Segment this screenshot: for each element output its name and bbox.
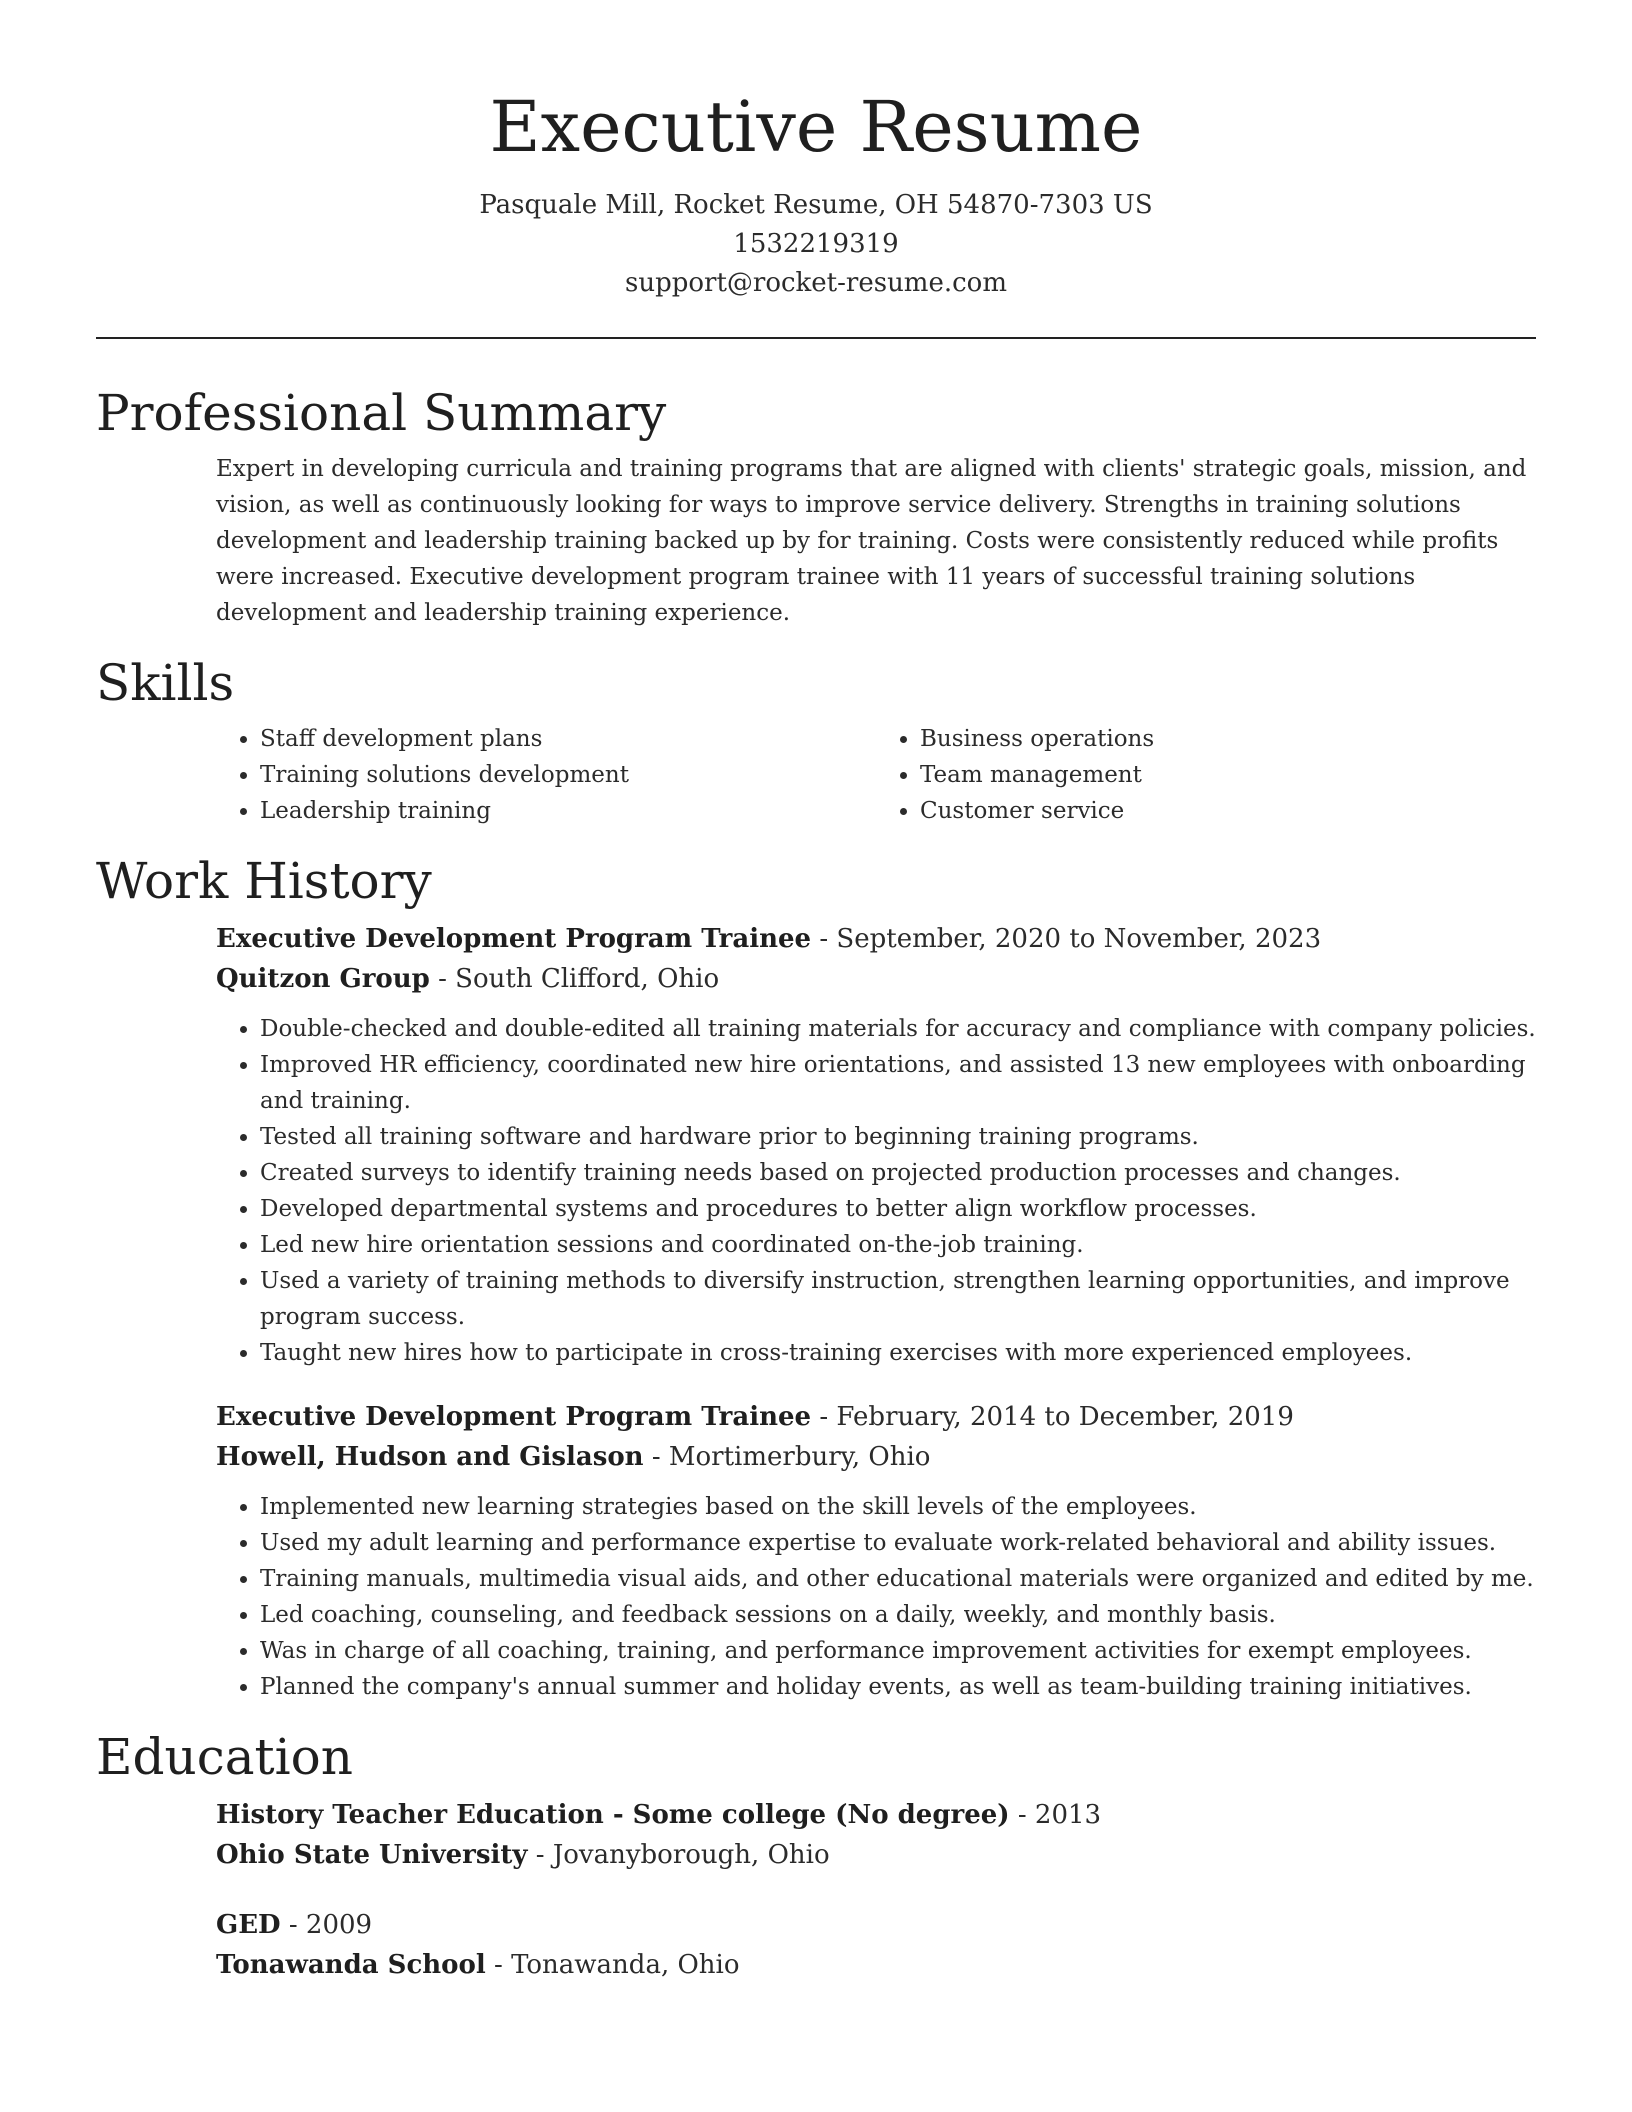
section-title-work-history: Work History <box>96 852 432 910</box>
job-location: Mortimerbury, Ohio <box>668 1442 931 1472</box>
job-entry <box>216 1397 1536 1705</box>
contact-address: Pasquale Mill, Rocket Resume, OH 54870-7303 US <box>479 190 1153 220</box>
education-school: Tonawanda School <box>216 1950 486 1980</box>
education-school-line: Tonawanda School - Tonawanda, Ohio <box>216 1950 740 1980</box>
job-bullet: • Used my adult learning and performance expertise to evaluate work-related behavioral and ability issues. <box>260 1525 1536 1561</box>
job-bullet: • Was in charge of all coaching, training, and performance improvement activities for exempt employees. <box>260 1633 1536 1669</box>
header-divider <box>96 337 1536 339</box>
education-entry <box>216 1795 1536 1875</box>
job-location: South Clifford, Ohio <box>455 964 720 994</box>
skill-item: • Customer service <box>920 793 1536 829</box>
education-year: 2013 <box>1034 1800 1102 1830</box>
job-position: Executive Development Program Trainee <box>216 1402 812 1432</box>
education-section <box>216 1795 1536 1985</box>
job-bullet: • Used a variety of training methods to diversify instruction, strengthen learning opportunities, and improve program success. <box>260 1263 1536 1335</box>
job-bullet: • Planned the company's annual summer and holiday events, as well as team-building training initiatives. <box>260 1669 1536 1705</box>
job-bullet: • Created surveys to identify training needs based on projected production processes and changes. <box>260 1155 1536 1191</box>
job-company-line: Howell, Hudson and Gislason - Mortimerbury, Ohio <box>216 1442 931 1472</box>
skill-item: • Training solutions development <box>260 757 876 793</box>
education-entry <box>216 1905 1536 1985</box>
job-dates: February, 2014 to December, 2019 <box>836 1402 1294 1432</box>
resume-header <box>96 82 1536 303</box>
education-year: 2009 <box>305 1910 373 1940</box>
skills-column-1 <box>216 721 876 829</box>
education-degree: GED <box>216 1910 281 1940</box>
job-bullet: • Implemented new learning strategies based on the skill levels of the employees. <box>260 1489 1536 1525</box>
job-bullet: • Improved HR efficiency, coordinated new hire orientations, and assisted 13 new employees with onboarding and training. <box>260 1047 1536 1119</box>
summary-text: Expert in developing curricula and training programs that are aligned with clients' strategic goals, mission, and vision, as well as continuously looking for ways to improve service delivery. Strengths in training solutions development and leadership training backed up by for training. Costs were consistently reduced while profits were increased. Executive development program trainee with 11 years of successful training solutions development and leadership training experience. <box>216 456 1527 626</box>
job-bullet: • Led new hire orientation sessions and coordinated on-the-job training. <box>260 1227 1536 1263</box>
job-company: Howell, Hudson and Gislason <box>216 1442 644 1472</box>
job-company-line: Quitzon Group - South Clifford, Ohio <box>216 964 720 994</box>
summary-section <box>216 451 1536 631</box>
job-dates: September, 2020 to November, 2023 <box>836 924 1322 954</box>
work-history-section <box>216 919 1536 1705</box>
job-entry <box>216 919 1536 1371</box>
education-school: Ohio State University <box>216 1840 528 1870</box>
job-bullets <box>216 1011 1536 1371</box>
job-company: Quitzon Group <box>216 964 430 994</box>
job-bullet: • Developed departmental systems and procedures to better align workflow processes. <box>260 1191 1536 1227</box>
education-degree: History Teacher Education - Some college (No degree) <box>216 1800 1010 1830</box>
resume-name: Executive Resume <box>489 86 1143 168</box>
education-location: Tonawanda, Ohio <box>511 1950 740 1980</box>
skill-item: • Team management <box>920 757 1536 793</box>
contact-phone: 1532219319 <box>733 229 899 259</box>
education-degree-line: History Teacher Education - Some college (No degree) - 2013 <box>216 1800 1102 1830</box>
skills-section <box>216 721 1536 829</box>
job-bullet: • Led coaching, counseling, and feedback sessions on a daily, weekly, and monthly basis. <box>260 1597 1536 1633</box>
resume-page <box>96 0 1536 1985</box>
skill-item: • Business operations <box>920 721 1536 757</box>
contact-email: support@rocket-resume.com <box>624 268 1007 298</box>
job-position: Executive Development Program Trainee <box>216 924 812 954</box>
section-title-summary: Professional Summary <box>96 384 667 442</box>
job-bullet: • Training manuals, multimedia visual aids, and other educational materials were organized and edited by me. <box>260 1561 1536 1597</box>
skill-item: • Leadership training <box>260 793 876 829</box>
skill-item: • Staff development plans <box>260 721 876 757</box>
job-title-line: Executive Development Program Trainee - September, 2020 to November, 2023 <box>216 924 1322 954</box>
education-location: Jovanyborough, Ohio <box>552 1840 830 1870</box>
skills-column-2 <box>876 721 1536 829</box>
education-school-line: Ohio State University - Jovanyborough, Ohio <box>216 1840 830 1870</box>
job-title-line: Executive Development Program Trainee - February, 2014 to December, 2019 <box>216 1402 1294 1432</box>
contact-block <box>96 186 1536 303</box>
job-bullets <box>216 1489 1536 1705</box>
section-title-skills: Skills <box>96 654 235 712</box>
job-bullet: • Double-checked and double-edited all training materials for accuracy and compliance with company policies. <box>260 1011 1536 1047</box>
education-degree-line: GED - 2009 <box>216 1910 373 1940</box>
job-bullet: • Tested all training software and hardware prior to beginning training programs. <box>260 1119 1536 1155</box>
section-title-education: Education <box>96 1728 353 1786</box>
job-bullet: • Taught new hires how to participate in cross-training exercises with more experienced employees. <box>260 1335 1536 1371</box>
